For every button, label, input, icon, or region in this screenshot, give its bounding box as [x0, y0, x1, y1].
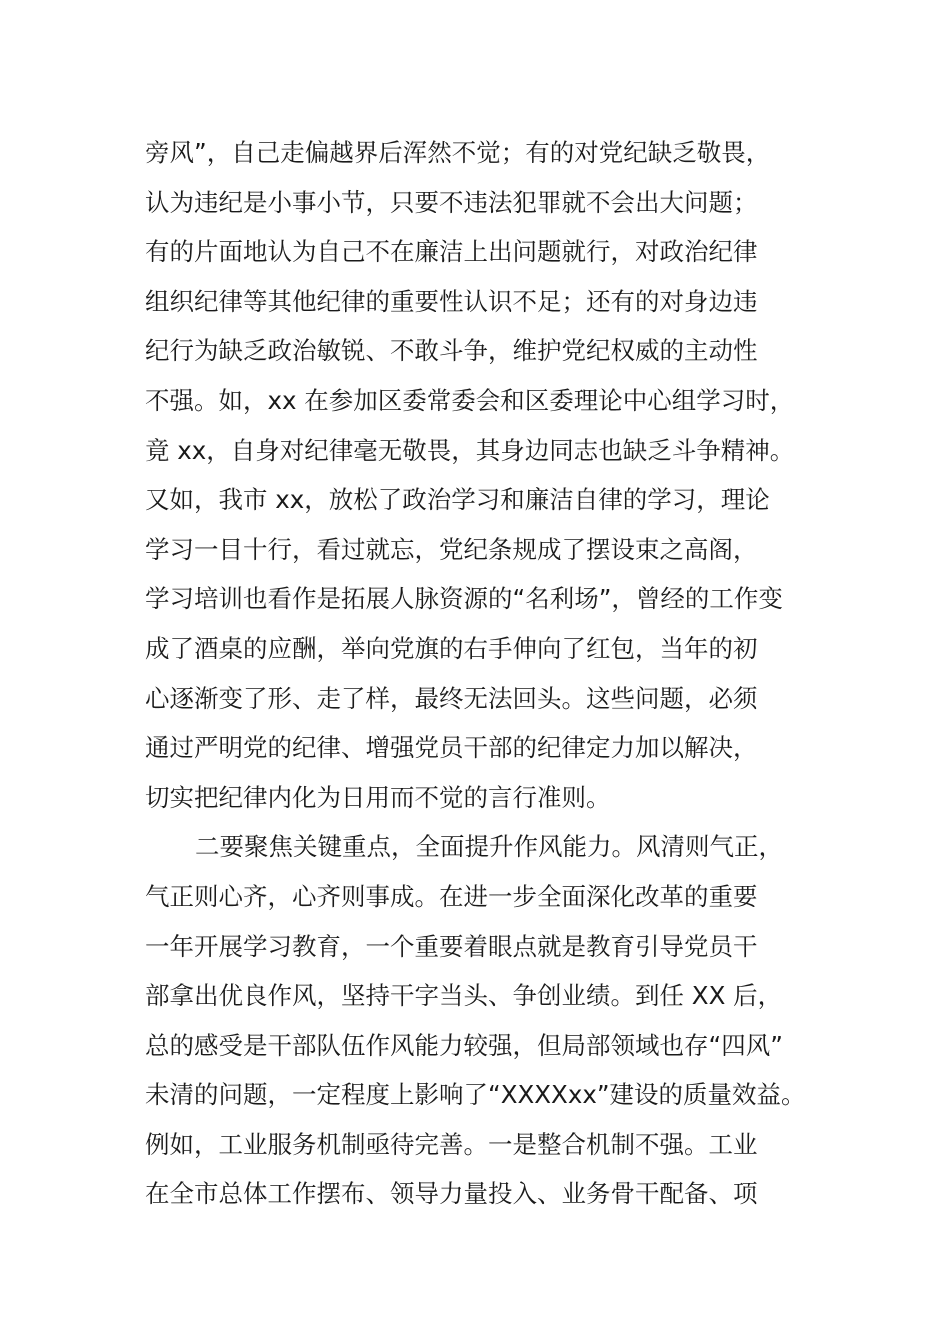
document-body: [145, 128, 845, 1219]
text-line: 又如，我市 xx，放松了政治学习和廉洁自律的学习，理论: [145, 485, 770, 515]
text-line: 例如，工业服务机制亟待完善。一是整合机制不强。工业: [145, 1129, 758, 1159]
text-line: 纪行为缺乏政治敏锐、不敢斗争，维护党纪权威的主动性: [145, 336, 758, 366]
text-line: 组织纪律等其他纪律的重要性认识不足；还有的对身边违: [145, 286, 758, 316]
text-line: 心逐渐变了形、走了样，最终无法回头。这些问题，必须: [145, 683, 758, 713]
text-line: 竟 xx，自身对纪律毫无敬畏，其身边同志也缺乏斗争精神。: [145, 435, 795, 465]
text-line: 部拿出优良作风，坚持干字当头、争创业绩。到任 XX 后，: [145, 981, 783, 1011]
text-line: 旁风”，自己走偏越界后浑然不觉；有的对党纪缺乏敬畏，: [145, 138, 771, 167]
text-line: 学习培训也看作是拓展人脉资源的“名利场”，曾经的工作变: [145, 584, 783, 614]
text-line: 不强。如，xx 在参加区委常委会和区委理论中心组学习时，: [145, 385, 795, 415]
paragraph-1: [145, 128, 845, 822]
text-line: 有的片面地认为自己不在廉洁上出问题就行，对政治纪律: [145, 237, 758, 267]
text-line: 学习一目十行，看过就忘，党纪条规成了摆设束之高阁，: [145, 534, 758, 564]
text-line: 未清的问题，一定程度上影响了“XXXXxx”建设的质量效益。: [145, 1080, 806, 1110]
paragraph-2: [145, 822, 845, 1219]
text-line: 通过严明党的纪律、增强党员干部的纪律定力加以解决，: [145, 733, 758, 763]
text-line: 成了酒桌的应酬，举向党旗的右手伸向了红包，当年的初: [145, 633, 758, 663]
text-line: 在全市总体工作摆布、领导力量投入、业务骨干配备、项: [145, 1179, 758, 1209]
text-line: 总的感受是干部队伍作风能力较强，但局部领域也存“四风”: [145, 1030, 783, 1060]
text-line: 气正则心齐，心齐则事成。在进一步全面深化改革的重要: [145, 881, 758, 911]
text-line: 切实把纪律内化为日用而不觉的言行准则。: [145, 782, 611, 812]
text-line: 二要聚焦关键重点，全面提升作风能力。风清则气正，: [195, 832, 783, 862]
text-line: 认为违纪是小事小节，只要不违法犯罪就不会出大问题；: [145, 187, 758, 217]
text-line: 一年开展学习教育，一个重要着眼点就是教育引导党员干: [145, 931, 758, 961]
